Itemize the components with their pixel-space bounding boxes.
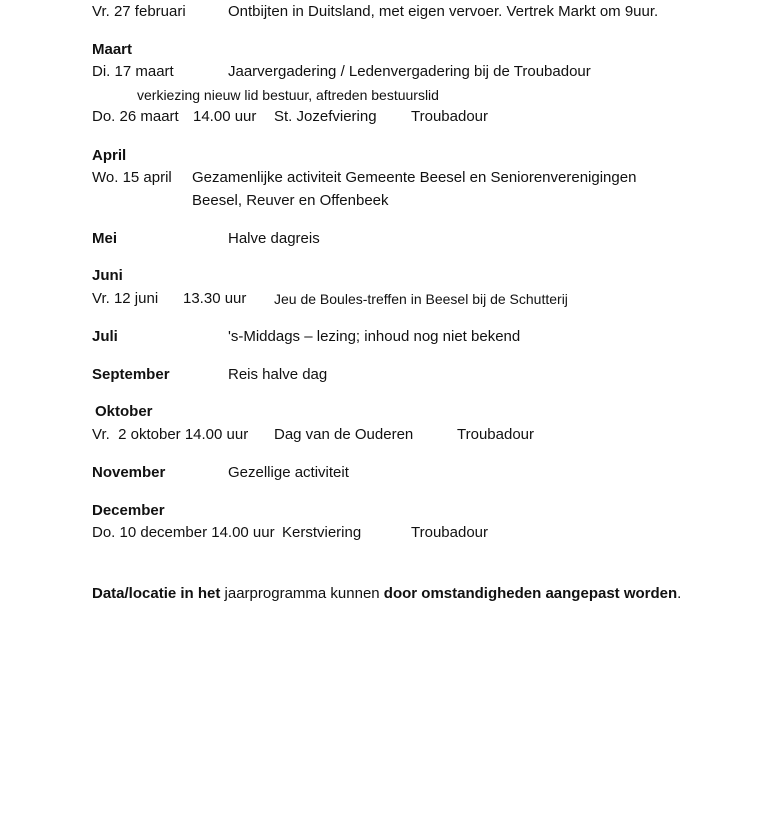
feb-text: Ontbijten in Duitsland, met eigen vervoer. Vertrek Markt om 9uur.	[228, 3, 659, 20]
april-heading: April	[92, 147, 127, 164]
footer-part2: jaarprogramma kunnen	[220, 585, 384, 602]
maart-heading: Maart	[92, 41, 133, 58]
maart-item2-time: 14.00 uur	[193, 108, 257, 125]
juni-time: 13.30 uur	[183, 290, 247, 307]
december-heading: December	[92, 502, 165, 519]
maart-item1-text: Jaarvergadering / Ledenvergadering bij de Troubadour	[228, 63, 591, 80]
feb-date: Vr. 27 februari	[92, 3, 186, 20]
april-text: Gezamenlijke activiteit Gemeente Beesel en Seniorenverenigingen	[192, 169, 637, 186]
maart-item2-text: St. Jozefviering	[274, 108, 377, 125]
mei-heading: Mei	[92, 230, 118, 247]
oktober-date: Vr. 2 oktober 14.00 uur	[92, 426, 249, 443]
september-heading: September	[92, 366, 170, 383]
december-text: Kerstviering	[282, 524, 362, 541]
oktober-heading: Oktober	[95, 403, 153, 420]
april-text2: Beesel, Reuver en Offenbeek	[192, 192, 389, 209]
juni-heading: Juni	[92, 267, 123, 284]
maart-item1-date: Di. 17 maart	[92, 63, 174, 80]
april-date: Wo. 15 april	[92, 169, 172, 186]
footer-note	[92, 585, 681, 603]
footer-part1: Data/locatie in het	[92, 585, 221, 602]
december-location: Troubadour	[411, 524, 488, 541]
maart-item1-sub: verkiezing nieuw lid bestuur, aftreden bestuurslid	[137, 87, 439, 103]
oktober-text: Dag van de Ouderen	[274, 426, 414, 443]
december-date: Do. 10 december 14.00 uur	[92, 524, 275, 541]
footer-part3: door omstandigheden aangepast worden	[383, 585, 678, 602]
maart-item2-location: Troubadour	[411, 108, 488, 125]
september-text: Reis halve dag	[228, 366, 328, 383]
juni-date: Vr. 12 juni	[92, 290, 159, 307]
november-heading: November	[92, 464, 166, 481]
oktober-location: Troubadour	[457, 426, 534, 443]
juli-heading: Juli	[92, 328, 118, 345]
juni-text: Jeu de Boules-treffen in Beesel bij de Schutterij	[274, 291, 568, 307]
mei-text: Halve dagreis	[228, 230, 320, 247]
november-text: Gezellige activiteit	[228, 464, 349, 481]
maart-item2-date: Do. 26 maart	[92, 108, 179, 125]
footer-part4: .	[677, 585, 682, 602]
juli-text: 's-Middags – lezing; inhoud nog niet bekend	[228, 328, 521, 345]
